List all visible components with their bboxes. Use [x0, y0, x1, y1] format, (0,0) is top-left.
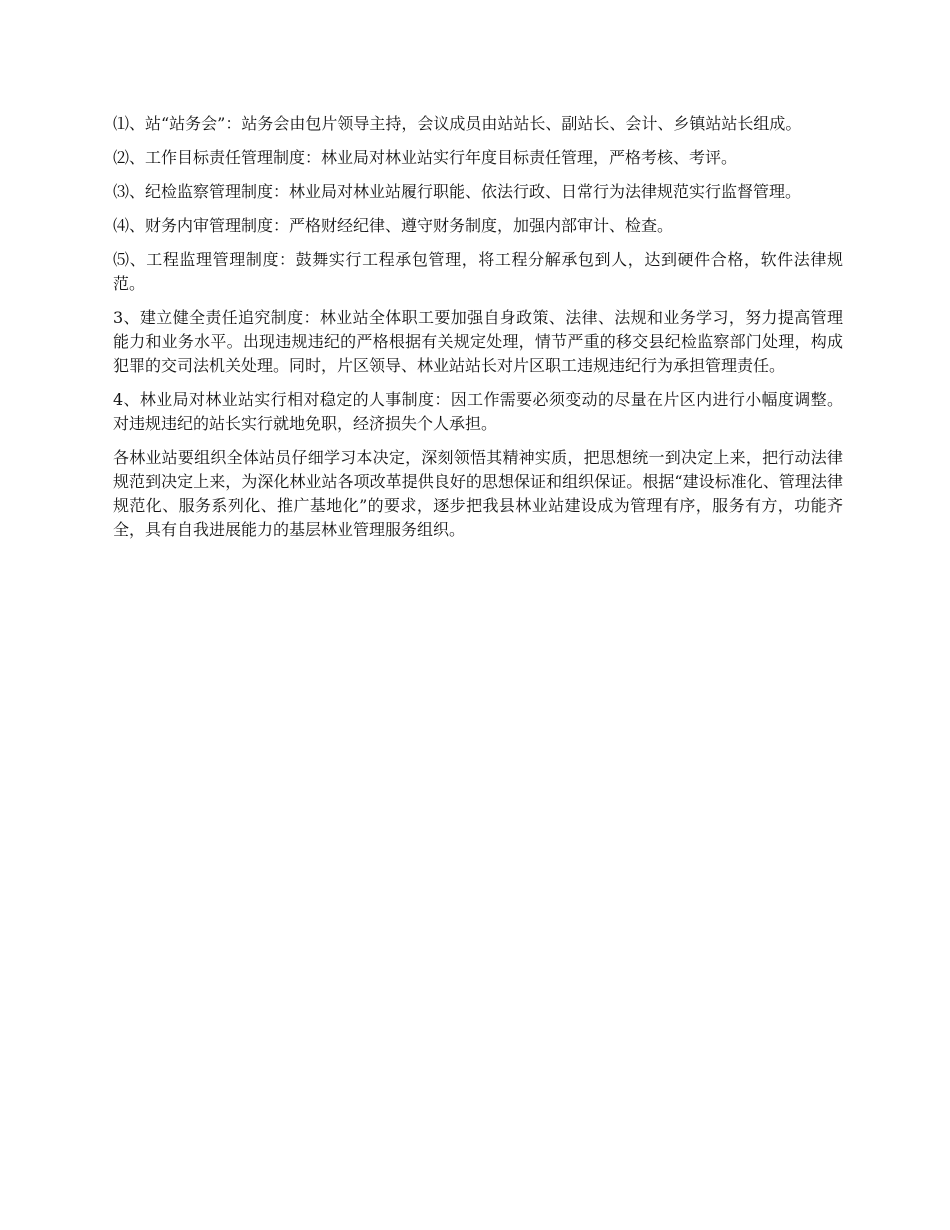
document-body	[113, 112, 843, 552]
paragraph-section-3: 3、建立健全责任追究制度：林业站全体职工要加强自身政策、法律、法规和业务学习，努力提高管理能力和业务水平。出现违规违纪的严格根据有关规定处理，情节严重的移交县纪检监察部门处理，构成犯罪的交司法机关处理。同时，片区领导、林业站站长对片区职工违规违纪行为承担管理责任。	[113, 308, 843, 375]
paragraph-item-5: ⑸、工程监理管理制度：鼓舞实行工程承包管理，将工程分解承包到人，达到硬件合格，软件法律规范。	[113, 250, 843, 293]
paragraph-conclusion: 各林业站要组织全体站员仔细学习本决定，深刻领悟其精神实质，把思想统一到决定上来，把行动法律规范到决定上来，为深化林业站各项改革提供良好的思想保证和组织保证。根据“建设标准化、管理法律规范化、服务系列化、推广基地化”的要求，逐步把我县林业站建设成为管理有序，服务有方，功能齐全，具有自我进展能力的基层林业管理服务组织。	[113, 448, 843, 539]
paragraph-item-4: ⑷、财务内审管理制度：严格财经纪律、遵守财务制度，加强内部审计、检查。	[113, 216, 674, 235]
paragraph-section-4: 4、林业局对林业站实行相对稳定的人事制度：因工作需要必须变动的尽量在片区内进行小幅度调整。对违规违纪的站长实行就地免职，经济损失个人承担。	[113, 390, 843, 433]
paragraph-item-3: ⑶、纪检监察管理制度：林业局对林业站履行职能、依法行政、日常行为法律规范实行监督管理。	[113, 182, 802, 201]
paragraph-item-1: ⑴、站“站务会”：站务会由包片领导主持，会议成员由站站长、副站长、会计、乡镇站站长组成。	[113, 114, 802, 133]
paragraph-item-2: ⑵、工作目标责任管理制度：林业局对林业站实行年度目标责任管理，严格考核、考评。	[113, 148, 738, 167]
